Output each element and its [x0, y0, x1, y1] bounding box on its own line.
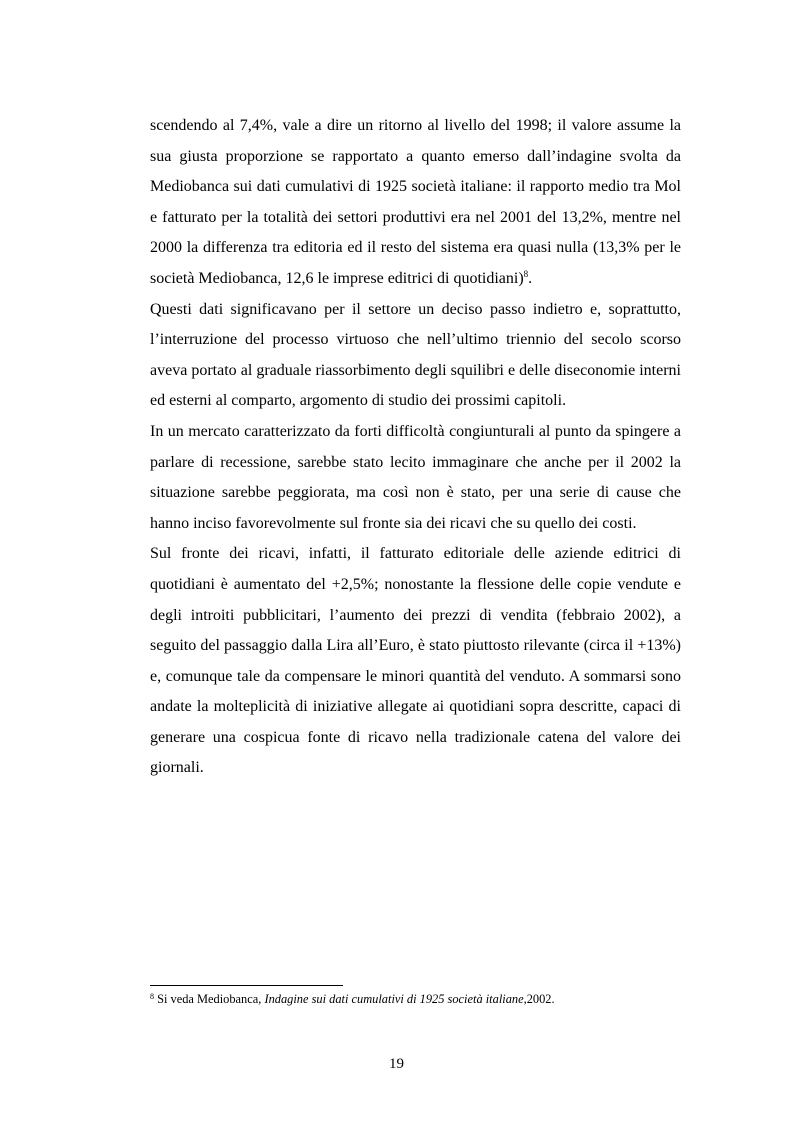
paragraph-1 — [150, 111, 681, 295]
footnote-separator — [150, 985, 343, 986]
paragraph-1-tail: . — [528, 269, 533, 287]
paragraph-3: In un mercato caratterizzato da forti difficoltà congiunturali al punto da spingere a parlare di recessione, sarebbe stato lecito immaginare che anche per il 2002 la situazione sarebbe peggiorata, ma così non è stato, per una serie di cause che hanno inciso favorevolmente sul fronte sia dei ricavi che su quello dei costi. — [150, 422, 681, 532]
footnote-reference[interactable]: 8 — [523, 268, 529, 279]
paragraph-4: Sul fronte dei ricavi, infatti, il fatturato editoriale delle aziende editrici di quotidiani è aumentato del +2,5%; nonostante la flessione delle copie vendute e degli introiti pubblicitari, l’aumento dei prezzi di vendita (febbraio 2002), a seguito del passaggio dalla Lira all’Euro, è stato piuttosto rilevante (circa il +13%) e, comunque tale da compensare le minori quantità del venduto. A sommarsi sono andate la molteplicità di iniziative allegate ai quotidiani sopra descritte, capaci di generare una cospicua fonte di ricavo nella tradizionale catena del valore dei giornali. — [150, 545, 681, 777]
paragraph-2: Questi dati significavano per il settore un deciso passo indietro e, soprattutto, l’interruzione del processo virtuoso che nell’ultimo triennio del secolo scorso aveva portato al graduale riassorbimento degli squilibri e delle diseconomie interni ed esterni al comparto, argomento di studio dei prossimi capitoli. — [150, 300, 681, 410]
footnote-suffix: ,2002. — [523, 992, 555, 1006]
paragraph-1-text: scendendo al 7,4%, vale a dire un ritorno al livello del 1998; il valore assume la sua giusta proporzione se rapportato a quanto emerso dall’indagine svolta da Mediobanca sui dati cumulativi di 1925 società italiane: il rapporto medio tra Mol e fatturato per la totalità dei settori produttivi era nel 2001 del 13,2%, mentre nel 2000 la differenza tra editoria ed il resto del sistema era quasi nulla (13,3% per le società Mediobanca, 12,6 le imprese editrici di quotidiani) — [150, 117, 681, 287]
footnote-number: 8 — [150, 992, 154, 1001]
footnote — [150, 990, 690, 1008]
page-number: 19 — [389, 1056, 404, 1072]
footnote-title: Indagine sui dati cumulativi di 1925 società italiane — [264, 992, 524, 1006]
footnote-prefix: Si veda Mediobanca, — [154, 992, 265, 1006]
body-text — [150, 111, 681, 784]
